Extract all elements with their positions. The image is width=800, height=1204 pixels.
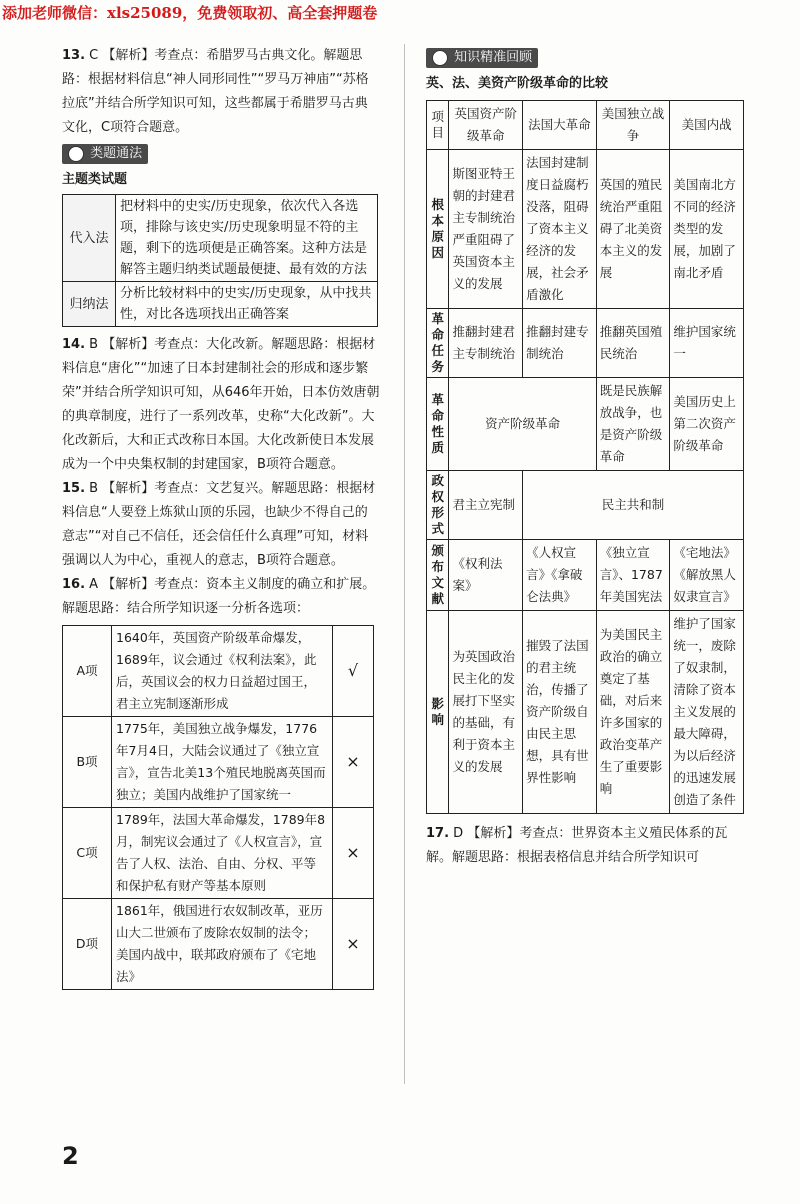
option-label: C项: [63, 808, 112, 899]
method-table: [62, 194, 378, 327]
column-divider: [404, 44, 405, 1084]
table-header-row: [427, 101, 744, 150]
method-badge: [62, 144, 148, 164]
book-icon: ▤: [432, 50, 448, 66]
table-row: [427, 540, 744, 611]
option-text: 1789年，法国大革命爆发，1789年8月，制宪议会通过了《人权宣言》，宣告了人权、法治、自由、分权、平等和保护私有财产等基本原则: [112, 808, 333, 899]
method-section: [62, 140, 380, 327]
table-cell: 美国历史上第二次资产阶级革命: [670, 378, 744, 471]
table-cell: 《人权宣言》《拿破仑法典》: [523, 540, 597, 611]
page-number: 2: [62, 1142, 79, 1170]
table-row: [63, 282, 378, 327]
table-cell: 维护了国家统一，废除了奴隶制，清除了资本主义发展的最大障碍，为以后经济的迅速发展创造了条件: [670, 611, 744, 814]
table-cell: 为美国民主政治的确立奠定了基础，对后来许多国家的政治变革产生了重要影响: [596, 611, 670, 814]
table-row: [427, 378, 744, 471]
table-cell: 为英国政治民主化的发展打下坚实的基础，有利于资本主义的发展: [449, 611, 523, 814]
knowledge-badge-label: 知识精准回顾: [454, 50, 533, 65]
column-header: 美国内战: [670, 101, 744, 150]
table-cell: 斯图亚特王朝的封建君主专制统治严重阻碍了英国资本主义的发展: [449, 150, 523, 309]
option-label: A项: [63, 626, 112, 717]
table-cell: 推翻封建专制统治: [523, 309, 597, 378]
knowledge-badge: [426, 48, 538, 68]
row-header: 影响: [427, 611, 449, 814]
row-header: 颁布文献: [427, 540, 449, 611]
method-text: 把材料中的史实/历史现象，依次代入各选项，排除与该史实/历史现象明显不符的主题，剩下的选项便是正确答案。这种方法是解答主题归纳类试题最便捷、最有效的方法: [116, 195, 378, 282]
cross-mark-icon: ×: [333, 808, 374, 899]
table-row: [427, 611, 744, 814]
table-cell: 摧毁了法国的君主统治，传播了资产阶级自由民主思想，具有世界性影响: [523, 611, 597, 814]
table-cell: 法国封建制度日益腐朽没落，阻碍了资本主义经济的发展，社会矛盾激化: [523, 150, 597, 309]
table-cell-merged: 民主共和制: [523, 471, 744, 540]
option-text: 1861年，俄国进行农奴制改革，亚历山大二世颁布了废除农奴制的法令；美国内战中，联邦政府颁布了《宅地法》: [112, 899, 333, 990]
table-cell: 《权利法案》: [449, 540, 523, 611]
table-row: [63, 717, 374, 808]
question-16-number: 16.: [62, 577, 86, 592]
table-row: [427, 471, 744, 540]
table-cell: 君主立宪制: [449, 471, 523, 540]
row-header: 革命性质: [427, 378, 449, 471]
method-label: 归纳法: [63, 282, 116, 327]
column-header: 英国资产阶级革命: [449, 101, 523, 150]
table-cell-merged: 资产阶级革命: [449, 378, 596, 471]
row-header: 革命任务: [427, 309, 449, 378]
option-label: D项: [63, 899, 112, 990]
question-14-text: B 【解析】考查点：大化改新。解题思路：根据材料信息“唐化”“加速了日本封建制社会的形成和逐步繁荣”并结合所学知识可知，从646年开始，日本仿效唐朝的典章制度，进行了一系列改革，史称“大化改新”。大化改新后，大和正式改称日本国。大化改新使日本发展成为一个中央集权制的封建国家，B项符合题意。: [62, 337, 380, 472]
method-text: 分析比较材料中的史实/历史现象，从中找共性，对比各选项找出正确答案: [116, 282, 378, 327]
question-13: [62, 44, 380, 140]
left-column: [62, 44, 380, 990]
table-row: [63, 808, 374, 899]
right-column: [426, 44, 748, 870]
table-row: [427, 150, 744, 309]
cross-mark-icon: ×: [333, 899, 374, 990]
table-row: [63, 899, 374, 990]
question-13-number: 13.: [62, 48, 86, 63]
table-cell: 《宅地法》《解放黑人奴隶宣言》: [670, 540, 744, 611]
question-17-number: 17.: [426, 826, 450, 841]
option-text: 1775年，美国独立战争爆发，1776年7月4日，大陆会议通过了《独立宣言》，宣告北美13个殖民地脱离英国而独立；美国内战维护了国家统一: [112, 717, 333, 808]
watermark-text: 添加老师微信：xls25089，免费领取初、高全套押题卷: [2, 4, 378, 22]
row-header: 根本原因: [427, 150, 449, 309]
question-15-number: 15.: [62, 481, 86, 496]
question-17: [426, 822, 748, 870]
option-text: 1640年，英国资产阶级革命爆发，1689年，议会通过《权利法案》，此后，英国议会的权力日益超过国王，君主立宪制逐渐形成: [112, 626, 333, 717]
question-13-text: C 【解析】考查点：希腊罗马古典文化。解题思路：根据材料信息“神人同形同性”“罗马万神庙”“苏格拉底”并结合所学知识可知，这些都属于希腊罗马古典文化，C项符合题意。: [62, 48, 369, 135]
table-cell: 英国的殖民统治严重阻碍了北美资本主义的发展: [596, 150, 670, 309]
option-label: B项: [63, 717, 112, 808]
question-16: [62, 573, 380, 621]
column-header: 项目: [427, 101, 449, 150]
table-cell: 推翻封建君主专制统治: [449, 309, 523, 378]
question-14: [62, 333, 380, 477]
method-label: 代入法: [63, 195, 116, 282]
question-15-text: B 【解析】考查点：文艺复兴。解题思路：根据材料信息“人要登上炼狱山顶的乐园，也缺少不得自己的意志”“对自己不信任，还会信任什么真理”可知，材料强调以人为中心，重视人的意志，B项符合题意。: [62, 481, 376, 568]
comparison-title: 英、法、美资产阶级革命的比较: [426, 76, 609, 91]
cross-mark-icon: ×: [333, 717, 374, 808]
table-cell: 《独立宣言》、1787年美国宪法: [596, 540, 670, 611]
table-cell: 既是民族解放战争，也是资产阶级革命: [596, 378, 670, 471]
table-cell: 推翻英国殖民统治: [596, 309, 670, 378]
question-15: [62, 477, 380, 573]
table-row: [63, 195, 378, 282]
method-subhead: 主题类试题: [62, 172, 128, 187]
column-header: 法国大革命: [523, 101, 597, 150]
check-mark-icon: √: [333, 626, 374, 717]
question-17-text: D 【解析】考查点：世界资本主义殖民体系的瓦解。解题思路：根据表格信息并结合所学知识可: [426, 826, 728, 865]
question-16-text: A 【解析】考查点：资本主义制度的确立和扩展。解题思路：结合所学知识逐一分析各选项：: [62, 577, 376, 616]
table-cell: 美国南北方不同的经济类型的发展，加剧了南北矛盾: [670, 150, 744, 309]
question-14-number: 14.: [62, 337, 86, 352]
column-header: 美国独立战争: [596, 101, 670, 150]
table-row: [427, 309, 744, 378]
table-cell: 维护国家统一: [670, 309, 744, 378]
row-header: 政权形式: [427, 471, 449, 540]
method-badge-label: 类题通法: [90, 146, 143, 161]
table-row: [63, 626, 374, 717]
options-table: [62, 625, 374, 990]
comparison-table: [426, 100, 744, 814]
wrench-icon: ✎: [68, 146, 84, 162]
